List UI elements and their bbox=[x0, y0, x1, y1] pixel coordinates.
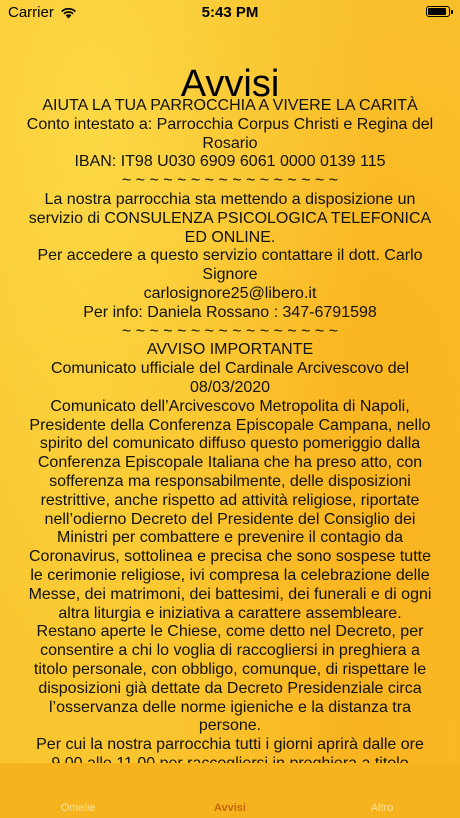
notice-paragraph: Per cui la nostra parrocchia tutti i giorni aprirà dalle ore bbox=[36, 736, 424, 754]
status-time: 5:43 PM bbox=[201, 4, 259, 21]
notice-line: IBAN: IT98 U030 6909 6061 0000 0139 115 bbox=[74, 153, 386, 171]
notice-separator: ~ ~ ~ ~ ~ ~ ~ ~ ~ ~ ~ ~ ~ ~ ~ ~ bbox=[121, 172, 339, 190]
tab-omelie[interactable]: Omelie bbox=[60, 802, 96, 814]
notice-content[interactable] bbox=[22, 97, 438, 763]
carrier-label: Carrier bbox=[8, 4, 54, 21]
tab-altro[interactable]: Altro bbox=[370, 802, 394, 814]
notice-heading: AVVISO IMPORTANTE bbox=[146, 341, 314, 359]
tab-avvisi[interactable]: Avvisi bbox=[213, 802, 246, 814]
notice-paragraph: Comunicato dell’Arcivescovo Metropolita di Napoli, Presidente della Conferenza Episcopale Campana, nello spirito del comunicato diffuso questo pomeriggio dalla Conferenza Episcopale Italiana che ha preso atto, con sofferenza ma responsabilmente, delle disposizioni restrittive, anche rispetto ad attività religiose, riportate nell’odierno Decreto del Presidente del Consiglio dei Ministri per combattere e prevenire il contagio da Coronavirus, sottolinea e precisa che sono sospese tutte le cerimonie religiose, ivi compresa la celebrazione delle Messe, dei matrimoni, dei battesimi, dei funerali e di ogni altra liturgia e iniziativa a carattere assembleare. bbox=[28, 397, 432, 622]
notice-line: Conto intestato a: Parrocchia Corpus Christi e Regina del Rosario bbox=[26, 115, 434, 152]
notice-line: La nostra parrocchia sta mettendo a disposizione un servizio di CONSULENZA PSICOLOGICA TELEFONICA ED ONLINE. bbox=[28, 190, 432, 246]
notice-line: Per info: Daniela Rossano : 347-6791598 bbox=[83, 303, 377, 321]
battery-icon bbox=[426, 6, 450, 17]
page-title: Avvisi bbox=[180, 63, 280, 106]
notice-paragraph: Restano aperte le Chiese, come detto nel Decreto, per consentire a chi lo voglia di raccogliersi in preghiera a titolo personale, con obbligo, comunque, di rispettare le disposizioni già dettate da Decreto Presidenziale circa l’osservanza delle norme igieniche e la distanza tra persone. bbox=[33, 623, 427, 735]
notice-line: AIUTA LA TUA PARROCCHIA A VIVERE LA CARITÀ bbox=[42, 97, 418, 114]
email-link[interactable]: carlosignore25@libero.it bbox=[143, 284, 317, 302]
notice-line: Comunicato ufficiale del Cardinale Arcivescovo del 08/03/2020 bbox=[50, 360, 410, 396]
status-bar bbox=[0, 0, 460, 24]
notice-line: Per accedere a questo servizio contattare il dott. Carlo Signore bbox=[37, 247, 423, 284]
tab-bar bbox=[0, 763, 460, 818]
battery-fill bbox=[428, 8, 446, 15]
notice-separator: ~ ~ ~ ~ ~ ~ ~ ~ ~ ~ ~ ~ ~ ~ ~ ~ bbox=[121, 322, 339, 340]
